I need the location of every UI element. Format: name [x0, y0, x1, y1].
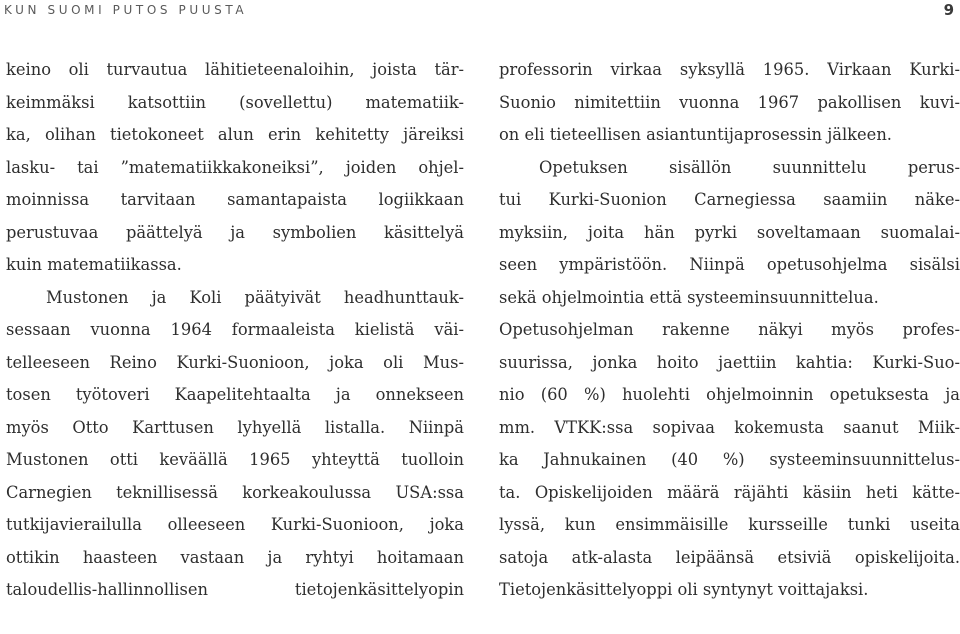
text-line: Carnegien teknillisessä korkeakoulussa USA:ssa	[6, 482, 464, 502]
text-line: keimmäksi katsottiin (sovellettu) matematiik-	[6, 92, 464, 112]
text-line: tosen työtoveri Kaapelitehtaalta ja onnekseen	[6, 385, 464, 404]
text-line: mm. VTKK:ssa sopivaa kokemusta saanut Miik-	[499, 417, 960, 437]
text-line: kuin matematiikassa.	[6, 255, 182, 274]
page-number: 9	[943, 1, 954, 19]
text-line: myös Otto Karttusen lyhyellä listalla. Niinpä	[6, 417, 464, 437]
text-line: taloudellis-hallinnollisen tietojenkäsittelyopin	[6, 580, 464, 599]
text-line: ka Jahnukainen (40 %) systeeminsuunnittelus-	[499, 450, 960, 469]
text-line: seen ympäristöön. Niinpä opetusohjelma sisälsi	[499, 255, 960, 274]
text-line: sessaan vuonna 1964 formaaleista kielistä väi-	[6, 320, 464, 339]
text-line: ottikin haasteen vastaan ja ryhtyi hoitamaan	[6, 547, 464, 567]
text-line: lasku- tai ”matematiikkakoneiksi”, joiden ohjel-	[6, 157, 464, 177]
running-header: KUN SUOMI PUTOS PUUSTA	[4, 3, 248, 17]
text-line: Mustonen ja Koli päätyivät headhunttauk-	[46, 287, 464, 307]
text-line: Opetuksen sisällön suunnittelu perus-	[539, 157, 960, 177]
text-line: ta. Opiskelijoiden määrä räjähti käsiin heti kätte-	[499, 482, 960, 502]
text-line: satoja atk-alasta leipäänsä etsiviä opiskelijoita.	[499, 547, 960, 567]
text-line: Tietojenkäsittelyoppi oli syntynyt voittajaksi.	[499, 580, 869, 599]
text-line: moinnissa tarvitaan samantapaista logiikkaan	[6, 190, 464, 209]
text-line: tutkijavierailulla olleeseen Kurki-Suonioon, joka	[6, 515, 464, 534]
text-line: keino oli turvautua lähitieteenaloihin, joista tär-	[6, 60, 464, 79]
text-line: telleeseen Reino Kurki-Suonioon, joka oli Mus-	[6, 352, 464, 372]
text-line: suurissa, jonka hoito jaettiin kahtia: Kurki-Suo-	[499, 352, 960, 372]
text-line: lyssä, kun ensimmäisille kursseille tunki useita	[499, 515, 960, 534]
text-line: Suonio nimitettiin vuonna 1967 pakollisen kuvi-	[499, 92, 960, 112]
text-line: myksiin, joita hän pyrki soveltamaan suomalai-	[499, 222, 960, 242]
text-line: professorin virkaa syksyllä 1965. Virkaan Kurki-	[499, 60, 960, 79]
text-line: Mustonen otti keväällä 1965 yhteyttä tuolloin	[6, 450, 464, 469]
right-text-column	[499, 54, 960, 607]
text-line: nio (60 %) huolehti ohjelmoinnin opetuksesta ja	[499, 385, 960, 404]
text-line: perustuvaa päättelyä ja symbolien käsittelyä	[6, 222, 464, 242]
left-text-column	[6, 54, 464, 607]
text-line: on eli tieteellisen asiantuntijaprosessin jälkeen.	[499, 125, 892, 144]
text-line: sekä ohjelmointia että systeeminsuunnittelua.	[499, 287, 879, 307]
text-line: Opetusohjelman rakenne näkyi myös profes-	[499, 320, 960, 339]
text-line: ka, olihan tietokoneet alun erin kehitetty järeiksi	[6, 125, 464, 144]
text-line: tui Kurki-Suonion Carnegiessa saamiin näke-	[499, 190, 960, 209]
